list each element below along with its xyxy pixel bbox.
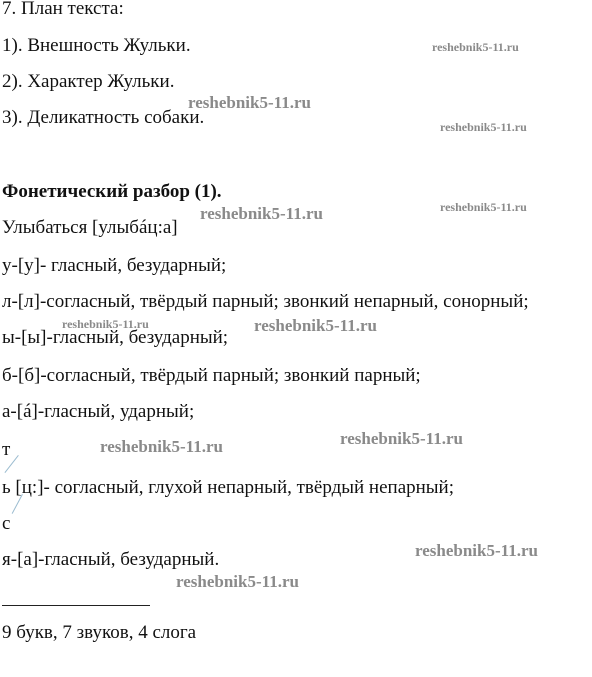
watermark: reshebnik5-11.ru: [62, 317, 149, 331]
plan-heading: 7. План текста:: [2, 0, 124, 19]
phonetic-summary: 9 букв, 7 звуков, 4 слога: [2, 622, 197, 643]
watermark: reshebnik5-11.ru: [200, 204, 323, 223]
phonetic-row-4: б-[б]-согласный, твёрдый парный; звонкий парный;: [2, 365, 421, 386]
phonetic-row-3: ы-[ы]-гласный, безударный;: [2, 327, 229, 348]
plan-item-1: 1). Внешность Жульки.: [2, 35, 191, 56]
watermark: reshebnik5-11.ru: [176, 572, 299, 591]
watermark: reshebnik5-11.ru: [415, 541, 538, 560]
watermark: reshebnik5-11.ru: [340, 429, 463, 448]
watermark: reshebnik5-11.ru: [432, 40, 519, 54]
phonetic-row-5: а-[á]-гласный, ударный;: [2, 401, 195, 422]
plan-item-2: 2). Характер Жульки.: [2, 71, 175, 92]
phonetic-row-6: т: [2, 439, 11, 460]
phonetic-row-1: у-[у]- гласный, безударный;: [2, 255, 227, 276]
phonetic-row-7: ь [ц:]- согласный, глухой непарный, твёрдый непарный;: [2, 477, 455, 498]
watermark: reshebnik5-11.ru: [188, 93, 311, 112]
watermark: reshebnik5-11.ru: [100, 437, 223, 456]
watermark: reshebnik5-11.ru: [254, 316, 377, 335]
phonetic-word: Улыбаться [улыбáц:а]: [2, 217, 178, 238]
watermark: reshebnik5-11.ru: [440, 120, 527, 134]
phonetic-row-2: л-[л]-согласный, твёрдый парный; звонкий непарный, сонорный;: [2, 291, 529, 312]
plan-item-3: 3). Деликатность собаки.: [2, 107, 205, 128]
watermark: reshebnik5-11.ru: [440, 200, 527, 214]
phonetic-row-8: с: [2, 513, 11, 534]
phonetic-row-9: я-[а]-гласный, безударный.: [2, 549, 220, 570]
phonetic-heading: Фонетический разбор (1).: [2, 181, 222, 202]
summary-divider: [2, 605, 150, 606]
